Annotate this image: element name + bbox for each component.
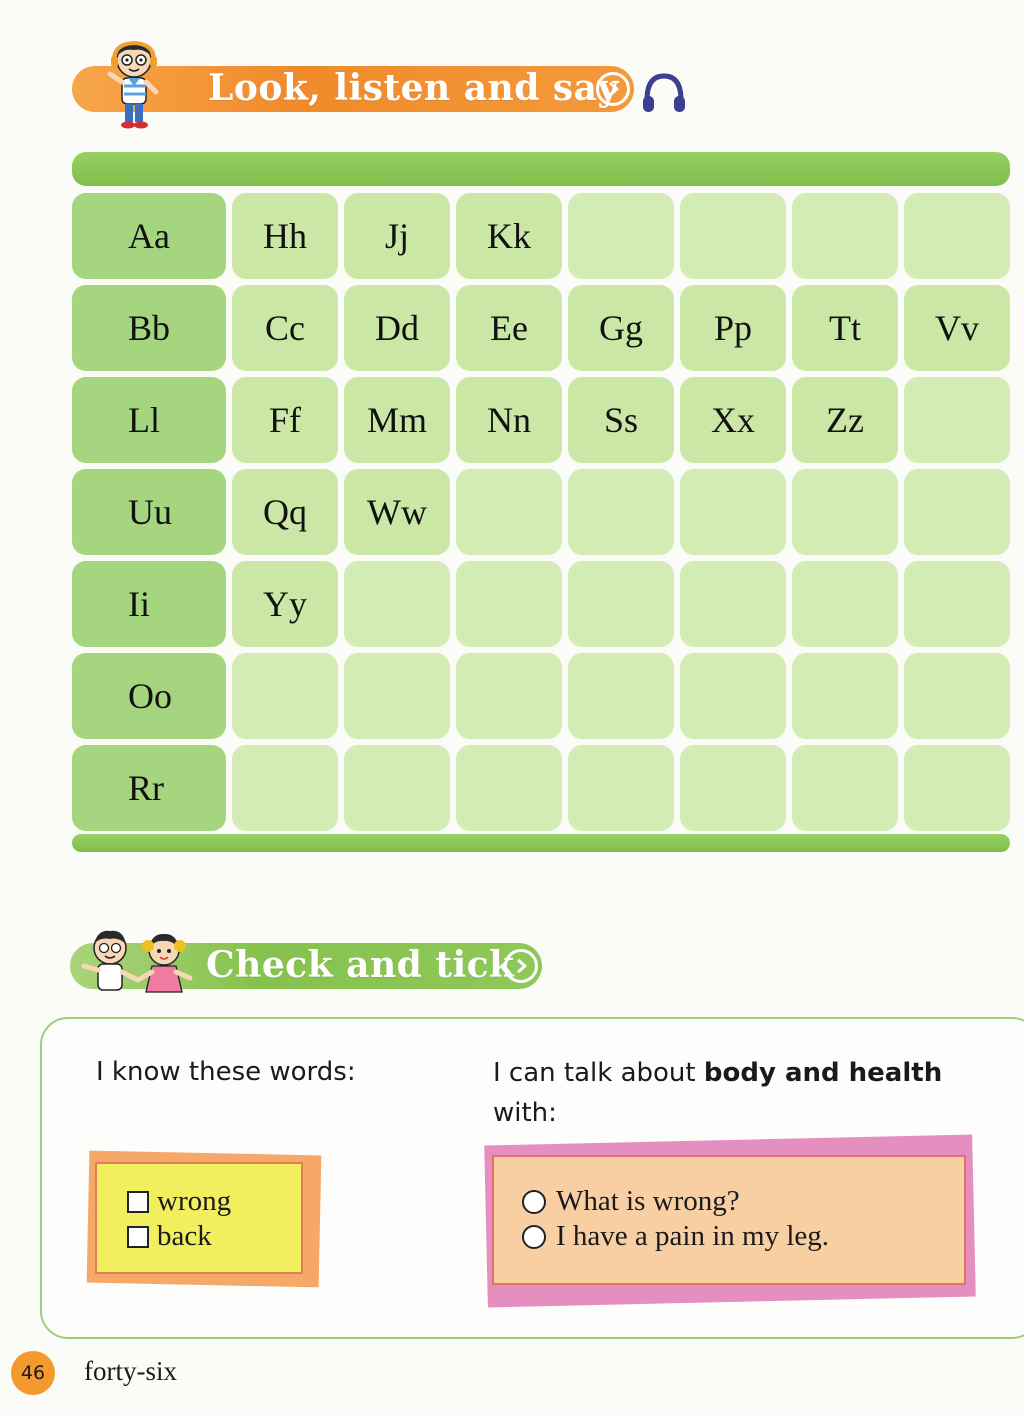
- letter-cell: Pp: [680, 285, 786, 371]
- empty-letter-cell: [344, 653, 450, 739]
- empty-letter-cell: [680, 469, 786, 555]
- letter-cell: Kk: [456, 193, 562, 279]
- letter-cell: Jj: [344, 193, 450, 279]
- empty-letter-cell: [568, 469, 674, 555]
- letter-cell: Dd: [344, 285, 450, 371]
- circle-option-icon[interactable]: [522, 1190, 546, 1214]
- empty-letter-cell: [792, 193, 898, 279]
- word-item[interactable]: [127, 1184, 231, 1219]
- word-label: back: [157, 1220, 212, 1252]
- kids-mascot-icon: [76, 926, 200, 996]
- section-title-listen: Look, listen and say: [208, 67, 619, 109]
- phrase-item[interactable]: [522, 1219, 829, 1254]
- boy-mascot-icon: [104, 38, 164, 130]
- letter-cell: Yy: [232, 561, 338, 647]
- letter-cell: Xx: [680, 377, 786, 463]
- empty-letter-cell: [904, 745, 1010, 831]
- page-number-badge: 46: [11, 1351, 55, 1395]
- talk-heading-prefix: I can talk about: [493, 1058, 696, 1088]
- empty-letter-cell: [456, 745, 562, 831]
- words-card: [95, 1162, 303, 1274]
- empty-letter-cell: [792, 745, 898, 831]
- letter-cell-lead: Aa: [72, 193, 226, 279]
- empty-letter-cell: [568, 193, 674, 279]
- letter-cell: Mm: [344, 377, 450, 463]
- words-heading: I know these words:: [96, 1057, 356, 1087]
- letter-cell: Gg: [568, 285, 674, 371]
- grid-top-bar: [72, 152, 1010, 186]
- letter-cell: Vv: [904, 285, 1010, 371]
- letter-cell-lead: Oo: [72, 653, 226, 739]
- letter-cell: Qq: [232, 469, 338, 555]
- letter-cell: Ss: [568, 377, 674, 463]
- empty-letter-cell: [232, 745, 338, 831]
- empty-letter-cell: [456, 469, 562, 555]
- letter-cell-lead: Bb: [72, 285, 226, 371]
- empty-letter-cell: [568, 745, 674, 831]
- letter-cell: Ee: [456, 285, 562, 371]
- talk-heading-topic: body and health: [703, 1058, 943, 1088]
- word-label: wrong: [157, 1185, 232, 1217]
- section-title-check: Check and tick: [206, 944, 515, 986]
- empty-letter-cell: [456, 653, 562, 739]
- letter-cell: Ww: [344, 469, 450, 555]
- empty-letter-cell: [792, 561, 898, 647]
- talk-card: [492, 1155, 966, 1285]
- empty-letter-cell: [344, 745, 450, 831]
- empty-letter-cell: [680, 561, 786, 647]
- empty-letter-cell: [904, 469, 1010, 555]
- alphabet-grid: [72, 193, 1010, 831]
- letter-cell-lead: Ll: [72, 377, 226, 463]
- empty-letter-cell: [568, 561, 674, 647]
- letter-cell: Hh: [232, 193, 338, 279]
- letter-cell: Nn: [456, 377, 562, 463]
- empty-letter-cell: [904, 193, 1010, 279]
- letter-cell: Zz: [792, 377, 898, 463]
- play-arrow-icon[interactable]: [596, 72, 630, 106]
- empty-letter-cell: [568, 653, 674, 739]
- letter-cell: Cc: [232, 285, 338, 371]
- page-number-words: forty-six: [84, 1356, 177, 1386]
- talk-heading-suffix: with:: [493, 1098, 557, 1128]
- empty-letter-cell: [344, 561, 450, 647]
- phrase-label: I have a pain in my leg.: [556, 1220, 829, 1252]
- letter-cell-lead: Uu: [72, 469, 226, 555]
- letter-cell-lead: Ii: [72, 561, 226, 647]
- empty-letter-cell: [680, 745, 786, 831]
- empty-letter-cell: [904, 561, 1010, 647]
- play-arrow-icon[interactable]: [504, 949, 538, 983]
- empty-letter-cell: [792, 653, 898, 739]
- phrase-item[interactable]: [522, 1184, 829, 1219]
- letter-cell: Ff: [232, 377, 338, 463]
- phrase-label: What is wrong?: [556, 1185, 740, 1217]
- talk-heading: [493, 1053, 983, 1133]
- empty-letter-cell: [904, 377, 1010, 463]
- empty-letter-cell: [680, 193, 786, 279]
- letter-cell-lead: Rr: [72, 745, 226, 831]
- empty-letter-cell: [232, 653, 338, 739]
- word-item[interactable]: [127, 1219, 231, 1254]
- empty-letter-cell: [680, 653, 786, 739]
- empty-letter-cell: [456, 561, 562, 647]
- empty-letter-cell: [792, 469, 898, 555]
- grid-bottom-bar: [72, 834, 1010, 852]
- checkbox-icon[interactable]: [127, 1226, 149, 1248]
- letter-cell: Tt: [792, 285, 898, 371]
- checkbox-icon[interactable]: [127, 1191, 149, 1213]
- headphones-icon: [640, 70, 688, 114]
- empty-letter-cell: [904, 653, 1010, 739]
- circle-option-icon[interactable]: [522, 1225, 546, 1249]
